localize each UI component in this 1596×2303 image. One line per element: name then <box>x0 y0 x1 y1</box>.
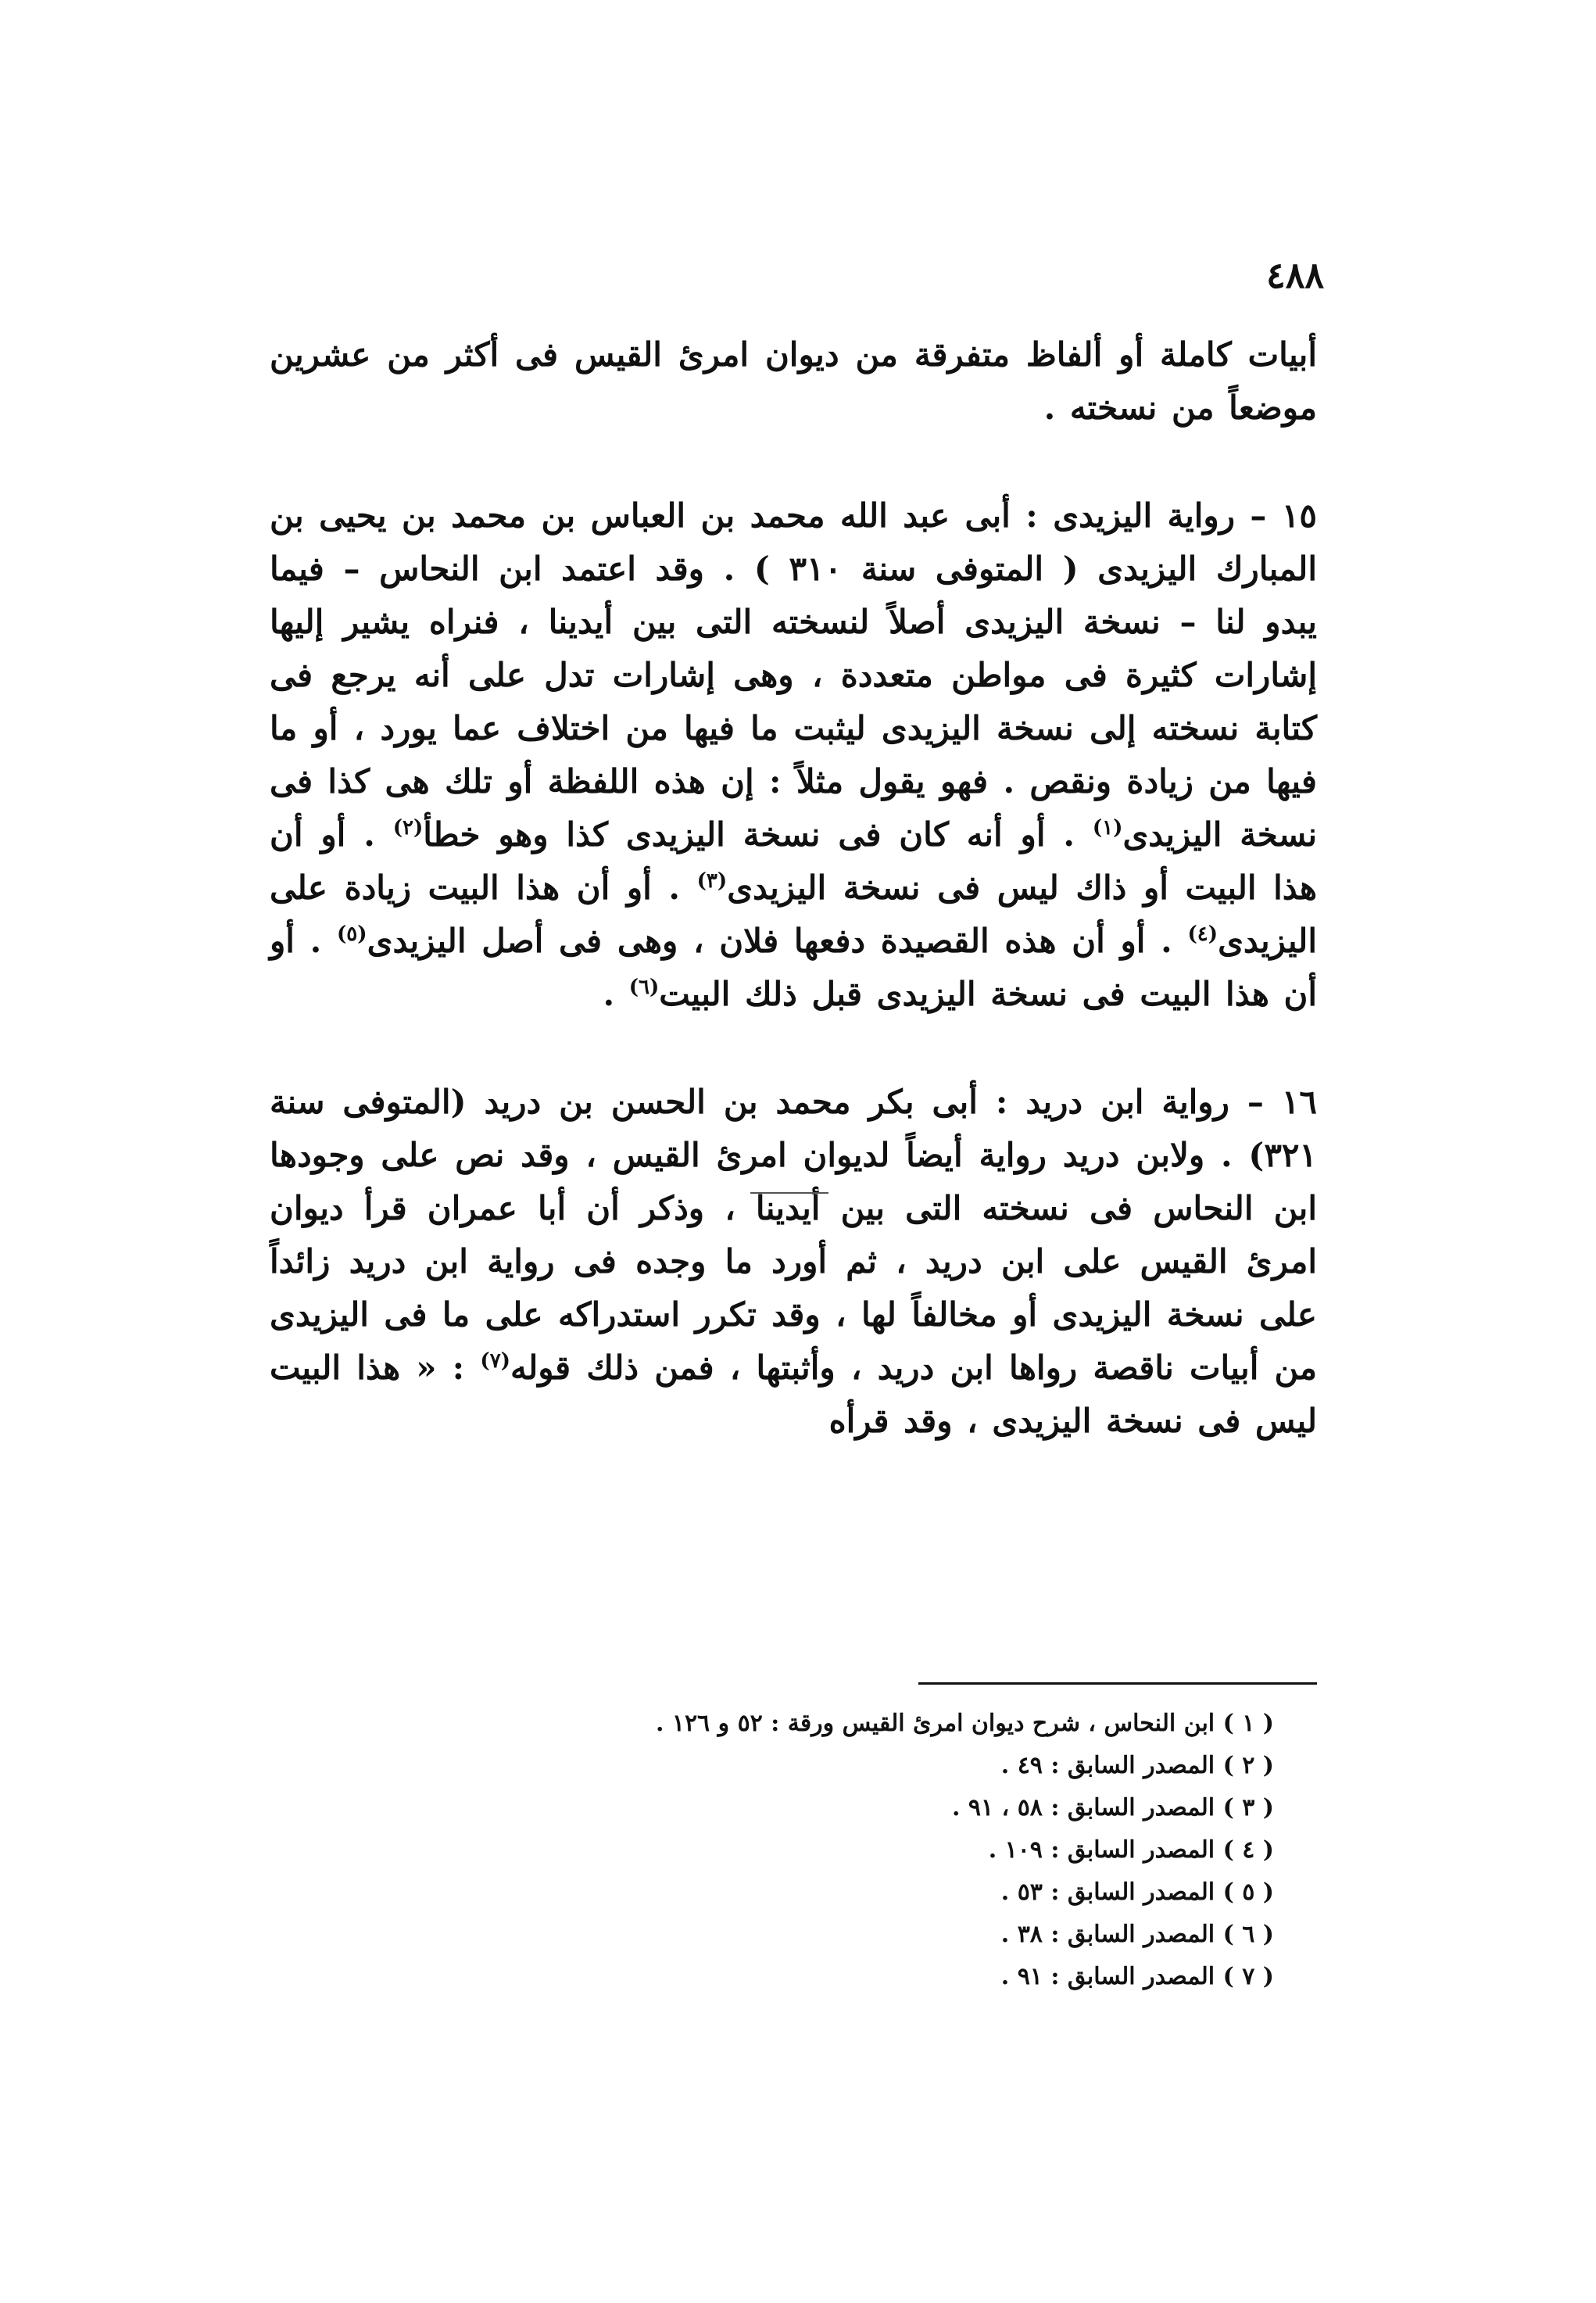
section-divider <box>750 1192 828 1194</box>
paragraph-15-text: . أو أن هذا البيت فى نسخة اليزيدى قبل ذلك البيت <box>270 922 1317 1013</box>
paragraph-15-text: ١٥ – رواية اليزيدى : أبى عبد الله محمد بن العباس بن محمد بن يحيى بن المبارك اليزيدى ( المتوفى سنة ٣١٠ ) . وقد اعتمد ابن النحاس – فيما يبدو لنا – نسخة اليزيدى أصلاً لنسخته التى بين أيدينا ، فنراه يشير إليها إشارات كثيرة فى مواطن متعددة ، وهى إشارات تدل على أنه يرجع فى كتابة نسخته إلى نسخة اليزيدى ليثبت ما فيها من اختلاف عما يورد ، أو ما فيها من زيادة ونقص . فهو يقول مثلاً : إن هذه اللفظة أو تلك هى كذا فى نسخة اليزيدى <box>270 496 1318 854</box>
footnote-divider <box>918 1682 1317 1685</box>
paragraph-15-text: . أو أن هذا البيت زيادة على اليزيدى <box>270 869 1317 960</box>
footnote-2: ( ٢ ) المصدر السابق : ٤٩ . <box>1000 1752 1274 1779</box>
main-text <box>270 328 1317 1448</box>
footnote-ref-3[interactable]: (٣) <box>696 869 728 893</box>
footnote-6: ( ٦ ) المصدر السابق : ٣٨ . <box>1000 1921 1274 1948</box>
paragraph-15-text: . أو أن هذا البيت أو ذاك ليس فى نسخة اليزيدى <box>270 815 1317 907</box>
paragraph-15-text: . أو أنه كان فى نسخة اليزيدى كذا وهو خطأ <box>423 815 1093 854</box>
footnote-ref-6[interactable]: (٦) <box>628 976 660 999</box>
paragraph-16 <box>270 1076 1317 1448</box>
paragraph-16-text: : « هذا البيت ليس فى نسخة اليزيدى ، وقد قرأه <box>270 1348 1317 1440</box>
footnote-ref-5[interactable]: (٥) <box>336 922 367 946</box>
footnote-ref-2[interactable]: (٢) <box>392 816 424 840</box>
paragraph-16-text: ١٦ – رواية ابن دريد : أبى بكر محمد بن الحسن بن دريد (المتوفى سنة ٣٢١) . ولابن دريد رواية أيضاً لديوان امرئ القيس ، وقد نص على وجودها ابن النحاس فى نسخته التى بين أيدينا ، وذكر أن أبا عمران قرأ ديوان امرئ القيس على ابن دريد ، ثم أورد ما وجده فى رواية ابن دريد زائداً على نسخة اليزيدى أو مخالفاً لها ، وقد تكرر استدراكه على ما فى اليزيدى من أبيات ناقصة رواها ابن دريد ، وأثبتها ، فمن ذلك قوله <box>270 1083 1318 1387</box>
footnote-ref-1[interactable]: (١) <box>1092 816 1123 840</box>
paragraph-15-text: . <box>603 975 629 1013</box>
footnotes <box>469 1703 1274 1998</box>
footnote-1: ( ١ ) ابن النحاس ، شرح ديوان امرئ القيس ورقة : ٥٢ و ١٢٦ . <box>655 1710 1274 1737</box>
paragraph-15-text: . أو أن هذه القصيدة دفعها فلان ، وهى فى أصل اليزيدى <box>367 922 1188 960</box>
footnote-ref-4[interactable]: (٤) <box>1187 922 1218 946</box>
paragraph-15 <box>270 489 1317 1021</box>
footnote-4: ( ٤ ) المصدر السابق : ١٠٩ . <box>988 1836 1274 1864</box>
footnote-7: ( ٧ ) المصدر السابق : ٩١ . <box>1000 1963 1274 1990</box>
footnote-ref-7[interactable]: (٧) <box>480 1349 510 1373</box>
footnote-3: ( ٣ ) المصدر السابق : ٥٨ ، ٩١ . <box>951 1794 1274 1821</box>
page-number: ٤٨٨ <box>1266 254 1325 296</box>
footnote-5: ( ٥ ) المصدر السابق : ٥٣ . <box>1000 1879 1274 1906</box>
paragraph-intro: أبيات كاملة أو ألفاظ متفرقة من ديوان امرئ القيس فى أكثر من عشرين موضعاً من نسخته . <box>270 335 1317 427</box>
